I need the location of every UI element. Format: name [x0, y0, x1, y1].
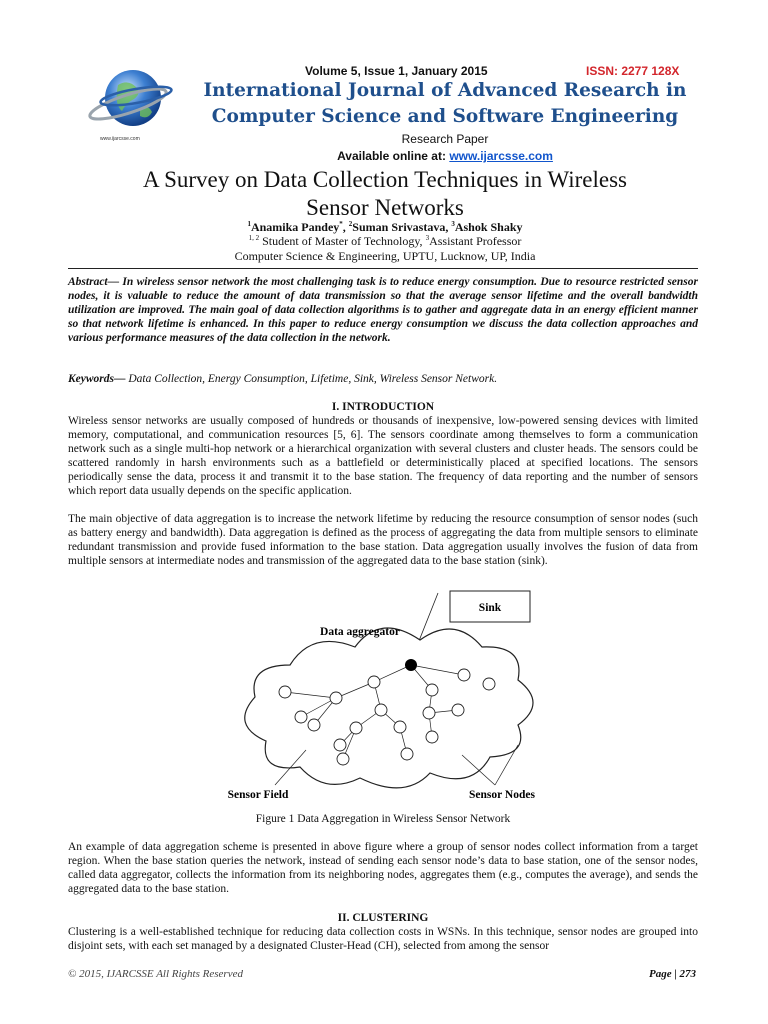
sensor-node	[483, 678, 495, 690]
author3-sup: 3	[451, 220, 455, 228]
author1-mark: *	[339, 220, 343, 228]
author2-sup: 2	[348, 220, 353, 228]
availability	[190, 149, 700, 163]
available-label: Available online at:	[337, 149, 450, 163]
journal-logo	[78, 60, 188, 150]
authors: $^1$Anamika Pandey*, $^2$Suman Srivastava, $^3$Ashok Shaky	[247, 220, 523, 234]
sensor-field-cloud	[245, 628, 533, 788]
figure-1	[200, 585, 560, 810]
affil2-sup: 3	[425, 234, 430, 242]
author3: Ashok Shaky	[454, 220, 523, 234]
affiliation-dept: Computer Science & Engineering, UPTU, Lucknow, UP, India	[234, 249, 536, 263]
page-number: Page | 273	[648, 968, 696, 980]
affil1: Student of Master of Technology,	[259, 234, 426, 248]
sensor-node	[401, 748, 413, 760]
abstract: Abstract— In wireless sensor network the most challenging task is to reduce energy consumption. Due to resource restricted sensor nodes, it is valuable to reduce the amount of data transmission so that the average sensor lifetime and the overall bandwidth utilization are improved. The main goal of data collection algorithms is to gather and aggregate data in an energy efficient manner so that network lifetime is enhanced. In this paper to reduce energy consumption we discuss the data collection approaches and various performance measures of the data collection in the network.	[68, 276, 698, 344]
sensor-node	[308, 719, 320, 731]
affil2: Assistant Professor	[429, 234, 522, 248]
figure-1-diagram	[200, 585, 560, 810]
sensor-node	[394, 721, 406, 733]
volume-info: Volume 5, Issue 1, January 2015	[305, 64, 488, 78]
journal-website-link[interactable]: www.ijarcsse.com	[449, 149, 553, 163]
sink-label: Sink	[478, 602, 502, 614]
data-aggregator-node	[405, 659, 417, 671]
author1-sup: 1	[247, 220, 251, 228]
keywords-label: Keywords—	[68, 373, 126, 385]
intro-paragraph-2: The main objective of data aggregation is to increase the network lifetime by reducing the resource consumption of sensor nodes (such as battery energy and bandwidth). Data aggregation is defined as the process of aggregating the data from multiple sensors to eliminate redundant transmission and provide fused information to the base station. Data aggregation usually involves the fusion of data from multiple sensors at intermediate nodes and transmission of the aggregated data to the base station (sink).	[68, 513, 698, 567]
sensor-node	[458, 669, 470, 681]
sensor-node	[279, 686, 291, 698]
paper-title-line1: A Survey on Data Collection Techniques in Wireless	[143, 167, 627, 192]
sensor-node	[295, 711, 307, 723]
section-introduction-heading: I. INTRODUCTION	[331, 401, 435, 413]
sensor-node	[368, 676, 380, 688]
intro-paragraph-1: Wireless sensor networks are usually composed of hundreds or thousands of inexpensive, low-powered sensing devices with limited memory, computational, and communication resources [5, 6]. The sensors coordinate among themselves to form a communication network such as a single multi-hop network or a hierarchical organization with several clusters and cluster heads. The sensors could be scattered randomly in harsh environments such as a battlefield or deterministically placed at specified locations. The sensors periodically sense the data, process it and transmit it to the base station. The frequency of data reporting and the number of sensors which report data usually depends on the specific application.	[68, 415, 698, 497]
keywords-text: Data Collection, Energy Consumption, Lifetime, Sink, Wireless Sensor Network.	[125, 373, 498, 385]
sensor-node	[426, 684, 438, 696]
sensor-field-label: Sensor Field	[227, 789, 289, 801]
sensor-node	[452, 704, 464, 716]
sensor-node	[426, 731, 438, 743]
sensor-nodes-label: Sensor Nodes	[469, 789, 535, 801]
sensor-node	[375, 704, 387, 716]
paper-type: Research Paper	[401, 132, 489, 146]
copyright-footer: © 2015, IJARCSSE All Rights Reserved	[68, 968, 243, 980]
sensor-node	[423, 707, 435, 719]
clustering-paragraph: Clustering is a well-established technique for reducing data collection costs in WSNs. In this technique, sensor nodes are grouped into disjoint sets, with each set managed by a designated Cluster-Head (CH), selected from among the sensor	[68, 926, 698, 952]
sensor-node	[334, 739, 346, 751]
sensor-node	[337, 753, 349, 765]
sensor-node	[350, 722, 362, 734]
example-paragraph: An example of data aggregation scheme is presented in above figure where a group of sensor nodes collect information from a target region. When the base station queries the network, instead of sending each sensor node’s data to base station, one of the sensor nodes, called data aggregator, collects the information from its neighboring nodes, aggregates them (e.g., computes the average), and sends the aggregated data to the base station.	[68, 841, 698, 895]
journal-title-line2: Computer Science and Software Engineering	[211, 106, 679, 127]
divider	[68, 268, 698, 269]
affiliation-roles	[60, 234, 710, 249]
journal-title-line1: International Journal of Advanced Research in	[203, 80, 687, 101]
keywords	[68, 373, 698, 385]
section-clustering-heading: II. CLUSTERING	[337, 912, 429, 924]
issn: ISSN: 2277 128X	[586, 64, 680, 78]
author1: Anamika Pandey	[250, 220, 340, 234]
paper-title-line2: Sensor Networks	[306, 195, 464, 220]
affil1-sup: 1, 2	[248, 234, 260, 242]
aggregator-label: Data aggregator	[320, 626, 400, 638]
figure-1-caption: Figure 1 Data Aggregation in Wireless Sensor Network	[255, 813, 511, 825]
author2: Suman Srivastava	[352, 220, 446, 234]
logo-caption: www.ijarcsse.com	[100, 136, 140, 142]
sensor-node	[330, 692, 342, 704]
